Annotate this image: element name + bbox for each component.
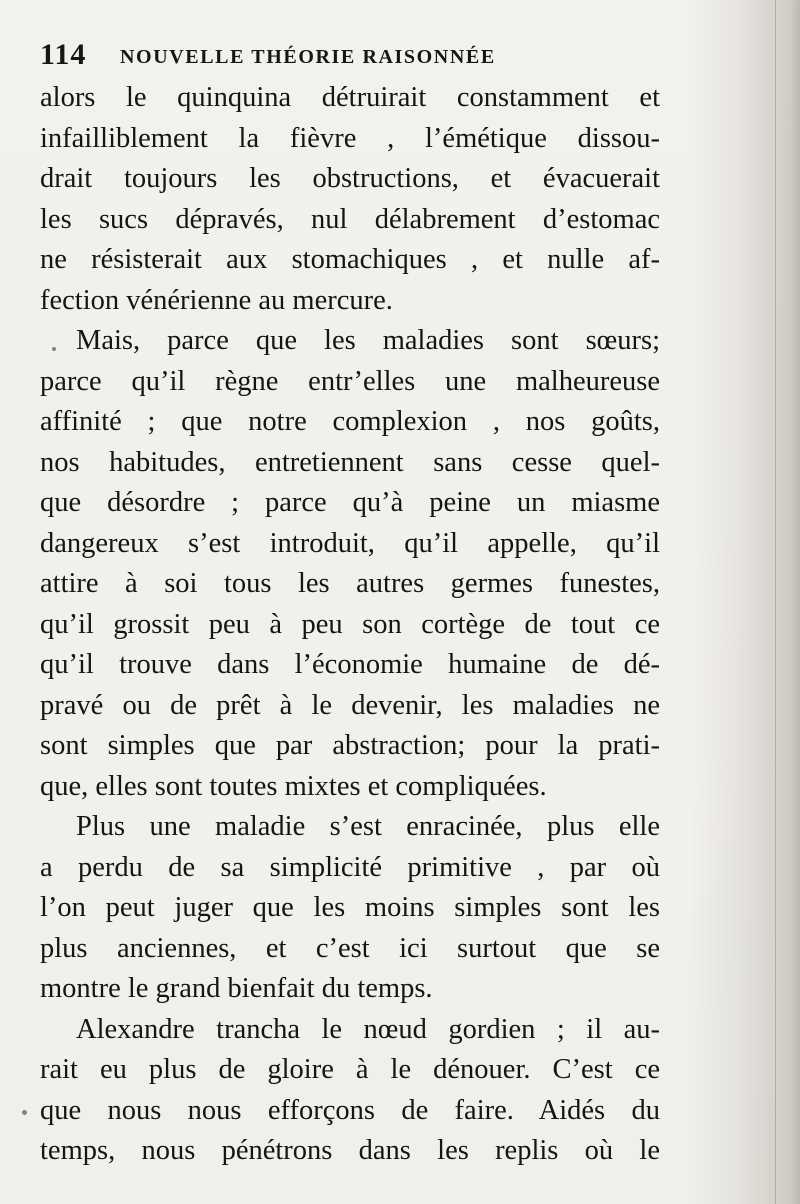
text-line: parce qu’il règne entr’elles une malheureuse — [40, 365, 660, 397]
text-line: temps, nous pénétrons dans les replis où le — [40, 1135, 660, 1166]
text-line: infailliblement la fièvre , l’émétique dissou- — [40, 122, 660, 154]
body-text — [40, 78, 660, 1172]
running-title: NOUVELLE THÉORIE RAISONNÉE — [120, 46, 496, 68]
text-line: qu’il trouve dans l’économie humaine de dé- — [40, 649, 660, 680]
text-line: l’on peut juger que les moins simples sont les — [40, 892, 660, 923]
page-edge-shadow — [775, 0, 776, 1204]
page-header — [40, 38, 600, 78]
text-line: Alexandre trancha le nœud gordien ; il au- — [76, 1013, 660, 1045]
text-line: attire à soi tous les autres germes funestes, — [40, 568, 660, 599]
text-line: sont simples que par abstraction; pour la prati- — [40, 730, 660, 761]
text-line: fection vénérienne au mercure. — [40, 284, 393, 316]
text-line: alors le quinquina détruirait constamment et — [40, 82, 660, 113]
text-line: montre le grand bienfait du temps. — [40, 973, 433, 1004]
text-line: Mais, parce que les maladies sont sœurs; — [76, 325, 660, 356]
text-line: a perdu de sa simplicité primitive , par où — [40, 851, 660, 883]
ink-speck — [22, 1110, 27, 1115]
text-line: drait toujours les obstructions, et évacuerait — [40, 163, 660, 194]
text-line: affinité ; que notre complexion , nos goûts, — [40, 406, 660, 437]
text-line: rait eu plus de gloire à le dénouer. C’est ce — [40, 1054, 660, 1085]
text-line: Plus une maladie s’est enracinée, plus elle — [76, 811, 660, 842]
text-line: ne résisterait aux stomachiques , et nulle af- — [40, 244, 660, 275]
text-line: pravé ou de prêt à le devenir, les maladies ne — [40, 689, 660, 721]
text-line: que, elles sont toutes mixtes et compliquées. — [40, 770, 547, 802]
text-line: dangereux s’est introduit, qu’il appelle, qu’il — [40, 527, 660, 559]
text-line: que désordre ; parce qu’à peine un miasme — [40, 487, 660, 518]
text-line: les sucs dépravés, nul délabrement d’estomac — [40, 203, 660, 235]
text-line: qu’il grossit peu à peu son cortège de tout ce — [40, 608, 660, 640]
text-line: que nous nous efforçons de faire. Aidés du — [40, 1094, 660, 1126]
ink-speck — [52, 347, 56, 351]
text-line: plus anciennes, et c’est ici surtout que se — [40, 932, 660, 964]
page-number: 114 — [40, 38, 87, 71]
text-line: nos habitudes, entretiennent sans cesse quel- — [40, 446, 660, 478]
